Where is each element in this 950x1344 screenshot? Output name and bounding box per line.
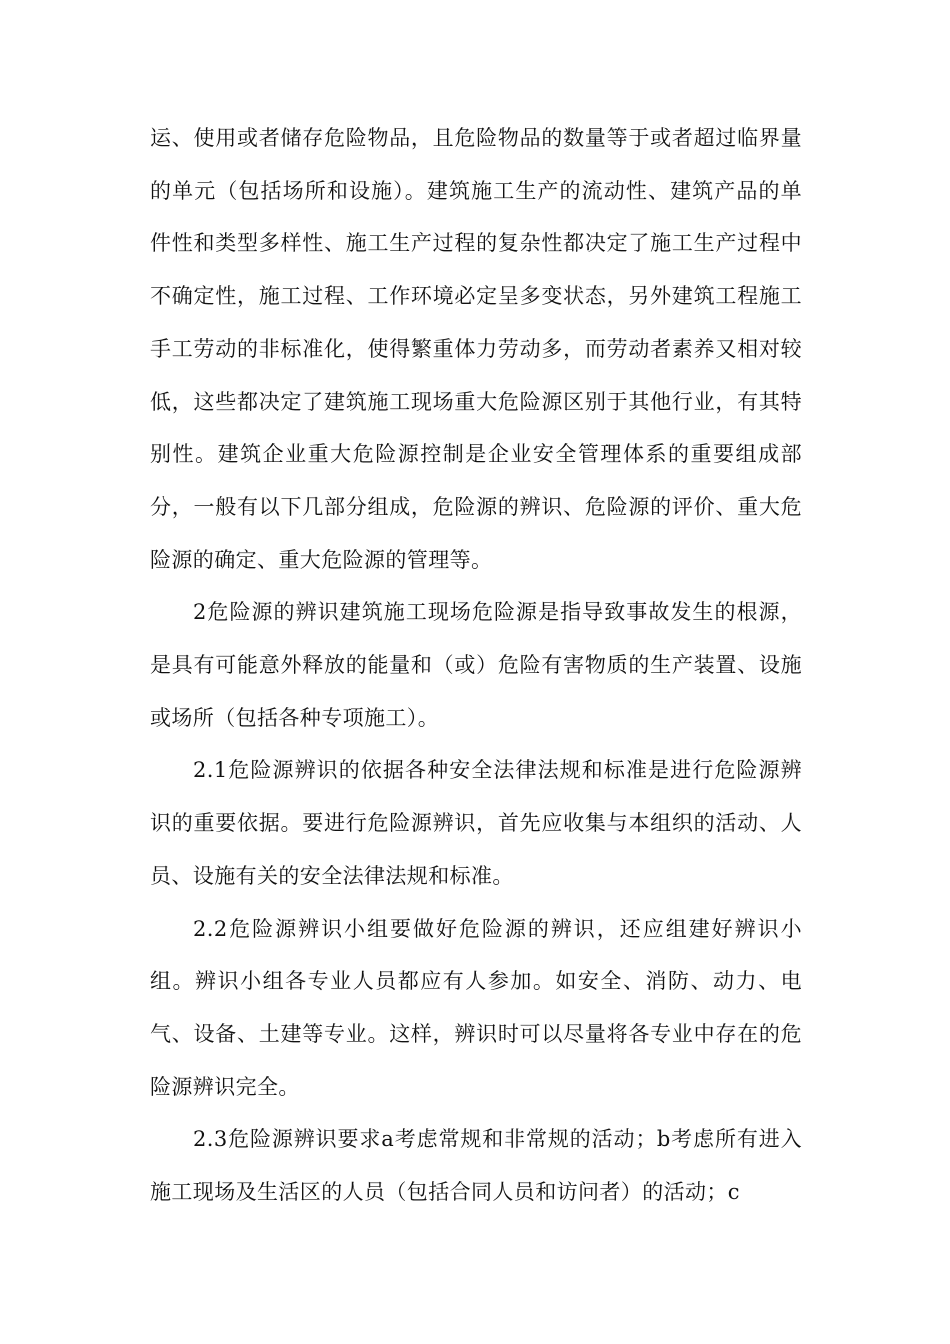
paragraph-identification-team: 2.2危险源辨识小组要做好危险源的辨识，还应组建好辨识小组。辨识小组各专业人员都应有人参加。如安全、消防、动力、电气、设备、土建等专业。这样，辨识时可以尽量将各专业中存在的危险源辨识完全。: [150, 916, 802, 1099]
paragraph-continuation: 运、使用或者储存危险物品，且危险物品的数量等于或者超过临界量的单元（包括场所和设施）。建筑施工生产的流动性、建筑产品的单件性和类型多样性、施工生产过程的复杂性都决定了施工生产过程中不确定性，施工过程、工作环境必定呈多变状态，另外建筑工程施工手工劳动的非标准化，使得繁重体力劳动多，而劳动者素养又相对较低，这些都决定了建筑施工现场重大危险源区别于其他行业，有其特别性。建筑企业重大危险源控制是企业安全管理体系的重要组成部分，一般有以下几部分组成，危险源的辨识、危险源的评价、重大危险源的确定、重大危险源的管理等。: [150, 126, 802, 572]
paragraph-identification-requirements: 2.3危险源辨识要求a考虑常规和非常规的活动；b考虑所有进入施工现场及生活区的人员（包括合同人员和访问者）的活动；c: [150, 1127, 802, 1205]
paragraph-identification-basis: 2.1危险源辨识的依据各种安全法律法规和标准是进行危险源辨识的重要依据。要进行危险源辨识，首先应收集与本组织的活动、人员、设施有关的安全法律法规和标准。: [150, 758, 802, 888]
document-body: [150, 112, 802, 1219]
paragraph-hazard-identification: 2危险源的辨识建筑施工现场危险源是指导致事故发生的根源，是具有可能意外释放的能量和（或）危险有害物质的生产装置、设施或场所（包括各种专项施工）。: [150, 600, 802, 730]
